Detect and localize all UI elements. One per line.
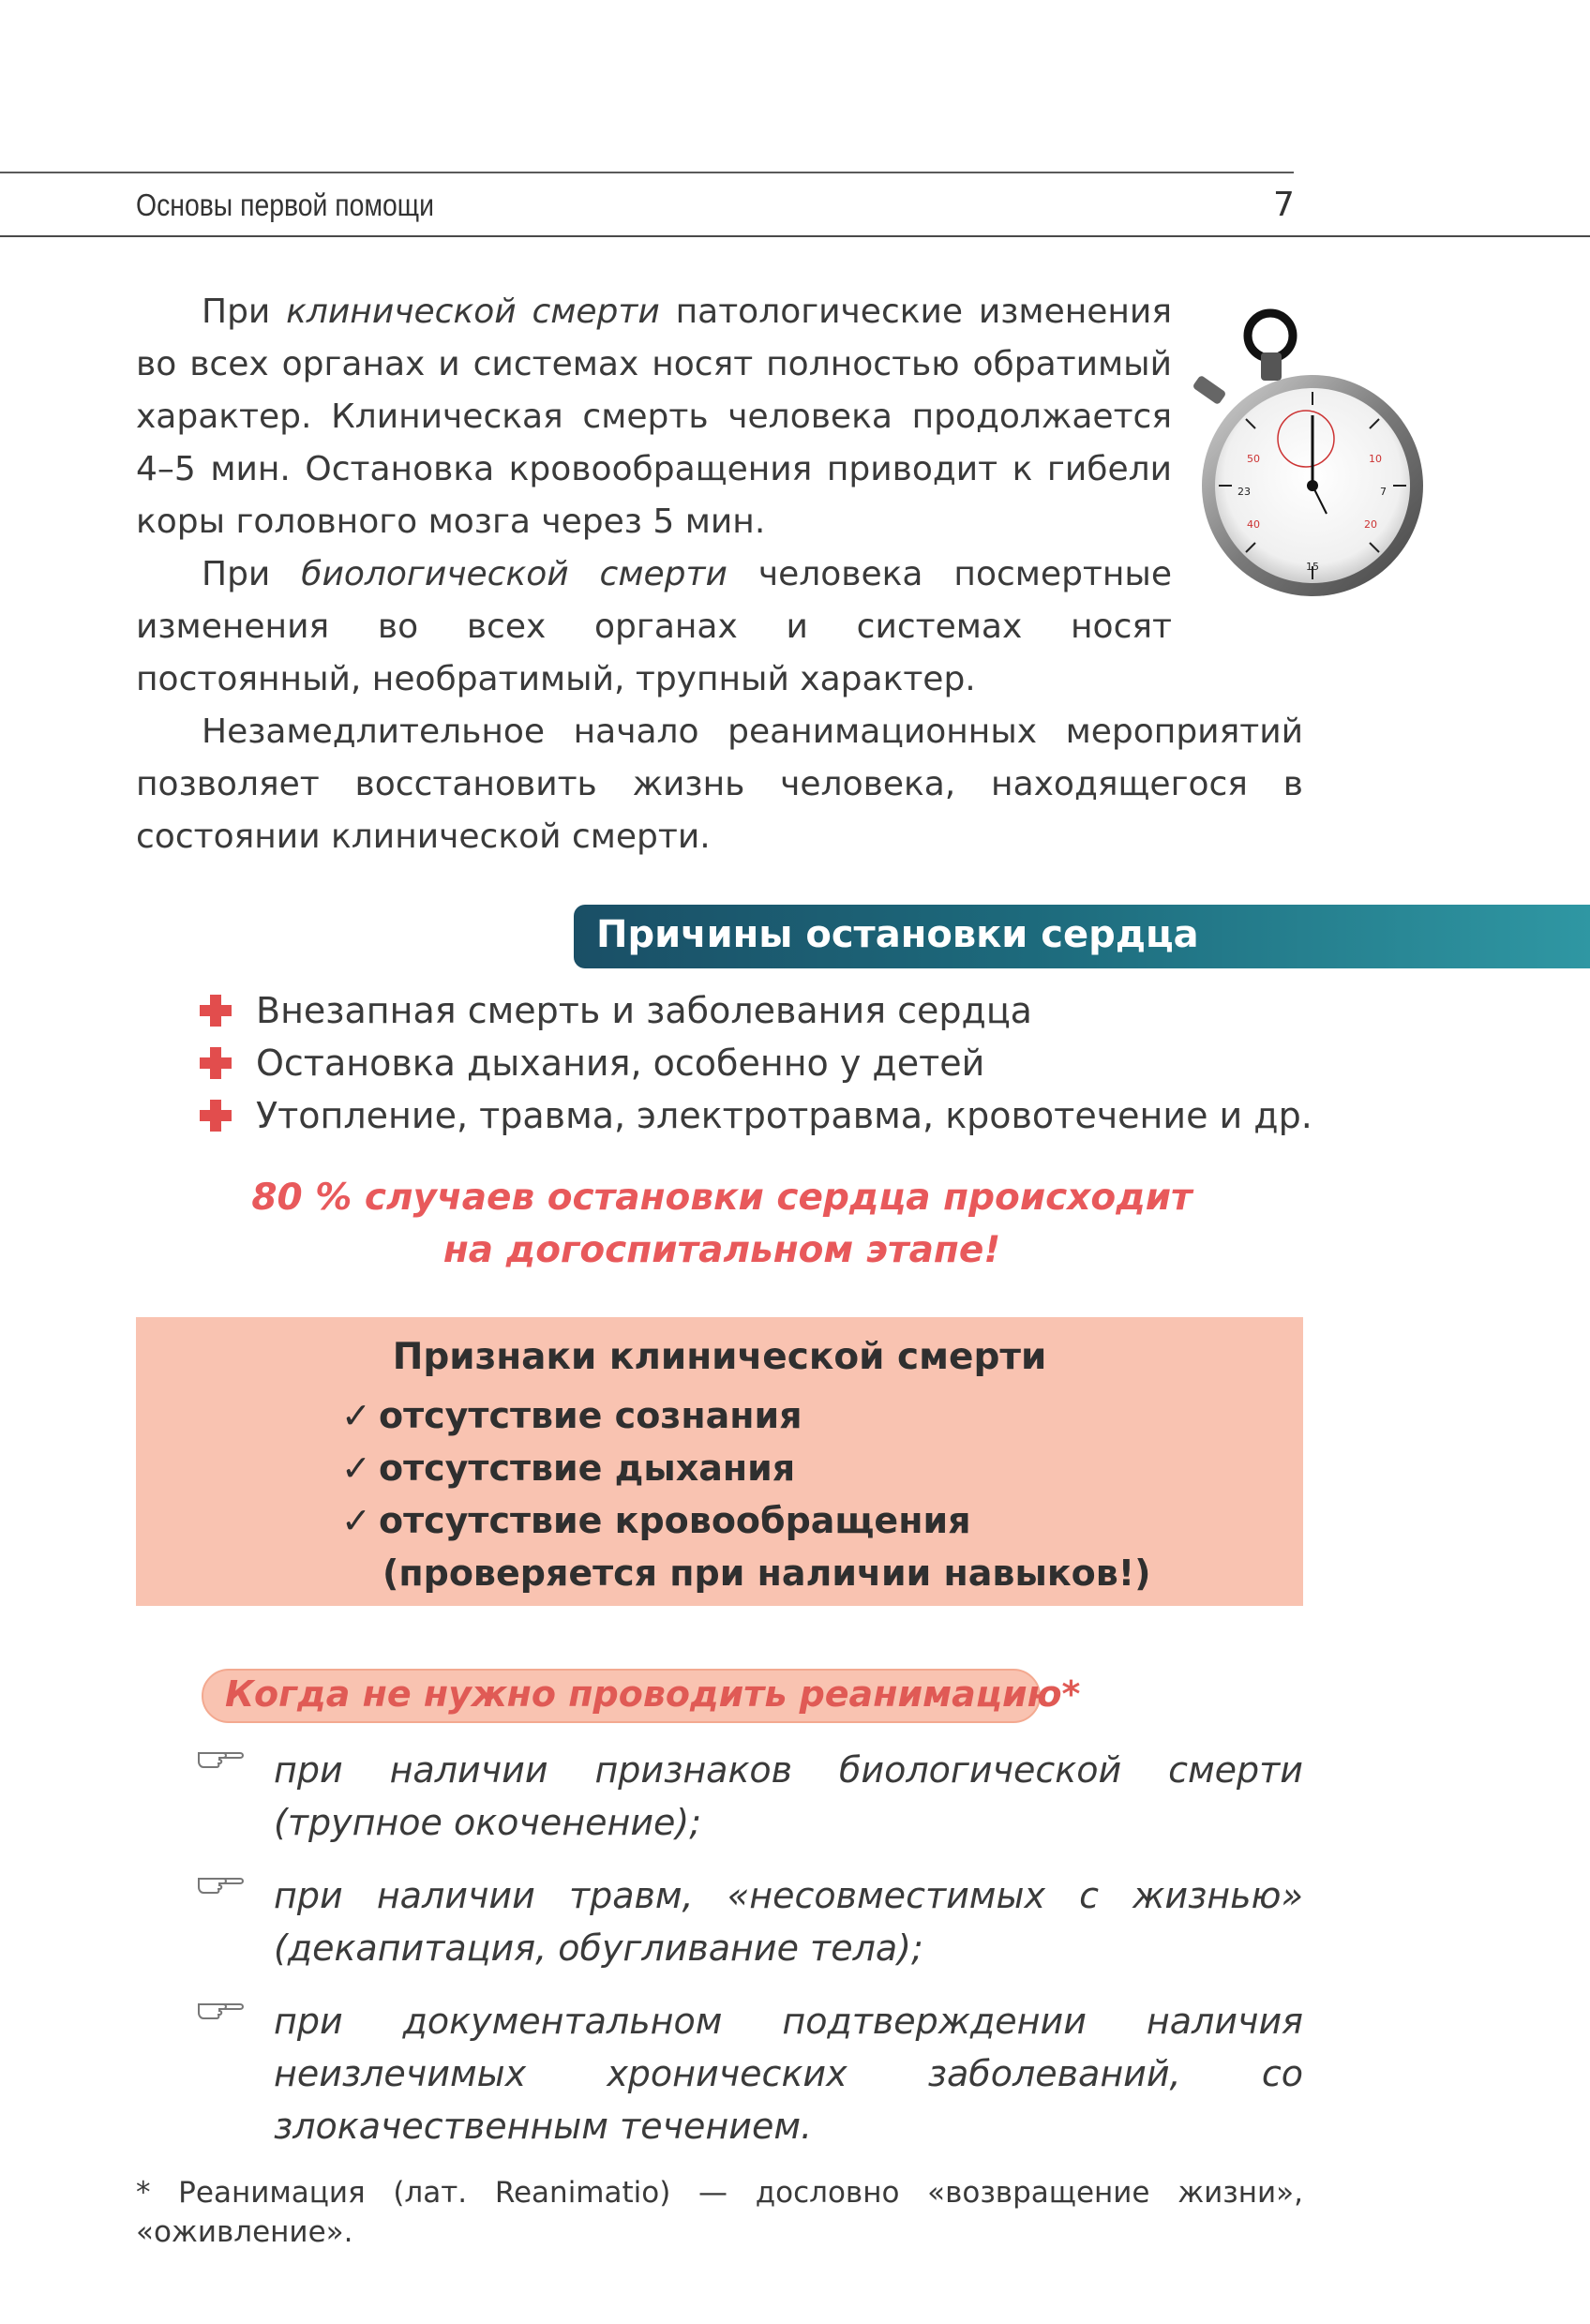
list-item-text: при документальном подтверждении наличия неизлечимых хронических заболеваний, со злокачественным течением.: [274, 2001, 1303, 2147]
check-icon: ✓: [341, 1447, 371, 1489]
paragraph-reanimation: Незамедлительное начало реанимационных мероприятий позволяет восстановить жизнь человека, находящегося в состоянии клинической смерти.: [136, 712, 1303, 856]
header-rule-bottom: [0, 235, 1590, 237]
emphasis-term: биологической смерти: [301, 555, 728, 593]
list-item-text: Остановка дыхания, особенно у детей: [256, 1042, 985, 1084]
stopwatch-icon: [1186, 298, 1430, 607]
header-rule-top: [0, 172, 1294, 173]
list-item: [341, 1442, 970, 1494]
causes-list: [200, 984, 1312, 1142]
text-run: При: [202, 555, 302, 593]
paragraph-biological-death: [136, 548, 1172, 706]
svg-text:50: 50: [1247, 453, 1260, 465]
svg-text:15: 15: [1306, 561, 1319, 573]
list-item: [200, 984, 1312, 1037]
list-item: [341, 1389, 970, 1442]
list-item-text: при наличии признаков биологической смерти (трупное окоченение);: [274, 1749, 1303, 1843]
list-item: [341, 1494, 970, 1547]
svg-text:20: 20: [1364, 518, 1377, 531]
text-run: патологические изменения во всех органах и системах носят полностью обратимый характер. Клиническая смерть человека продолжается 4–5 мин. Остановка кровообращения приводит к гибели коры головного мозга через 5 мин.: [136, 292, 1172, 541]
paragraph-clinical-death: [136, 286, 1172, 548]
running-header-title: Основы первой помощи: [136, 187, 434, 222]
svg-text:40: 40: [1247, 518, 1260, 531]
statistic-line: 80 % случаев остановки сердца происходит: [251, 1177, 1192, 1219]
svg-text:7: 7: [1380, 486, 1387, 498]
pointing-hand-icon: [197, 1867, 246, 1897]
pointing-hand-icon: [197, 1993, 246, 2023]
red-cross-icon: [200, 995, 232, 1027]
subsection-title-when-not: Когда не нужно проводить реанимацию*: [225, 1673, 1081, 1715]
statistic-line: на догоспитальном этапе!: [442, 1229, 1001, 1271]
list-item-text: при наличии травм, «несовместимых с жизнью» (декапитация, обугливание тела);: [274, 1875, 1303, 1969]
footnote: * Реанимация (лат. Reanimatio) — дословно «возвращение жизни», «оживление».: [136, 2176, 1303, 2249]
list-item-text: Утопление, травма, электротравма, кровотечение и др.: [256, 1095, 1312, 1136]
list-item-text: Внезапная смерть и заболевания сердца: [256, 990, 1032, 1031]
text-run: человека посмертные изменения во всех органах и системах носят постоянный, необратимый, трупный характер.: [136, 555, 1173, 698]
emphasis-term: клинической смерти: [286, 292, 660, 331]
section-title-causes: Причины остановки сердца: [596, 913, 1199, 956]
svg-text:10: 10: [1369, 453, 1382, 465]
statistic-callout: [169, 1172, 1275, 1277]
check-icon: ✓: [341, 1500, 371, 1541]
page-number: 7: [1273, 186, 1295, 224]
list-item-text: отсутствие сознания: [379, 1395, 802, 1436]
list-item-text: отсутствие кровообращения: [379, 1500, 971, 1541]
red-cross-icon: [200, 1047, 232, 1079]
red-cross-icon: [200, 1100, 232, 1132]
list-item: [200, 1089, 1312, 1142]
pointing-hand-icon: [197, 1742, 246, 1772]
svg-text:23: 23: [1238, 486, 1251, 498]
list-item: [200, 1037, 1312, 1089]
check-icon: ✓: [341, 1395, 371, 1436]
list-item-text: отсутствие дыхания: [379, 1447, 796, 1489]
text-run: При: [202, 292, 287, 331]
signs-list: [341, 1389, 970, 1547]
signs-note: (проверяется при наличии навыков!): [382, 1552, 1151, 1594]
signs-title: Признаки клинической смерти: [392, 1336, 1047, 1378]
